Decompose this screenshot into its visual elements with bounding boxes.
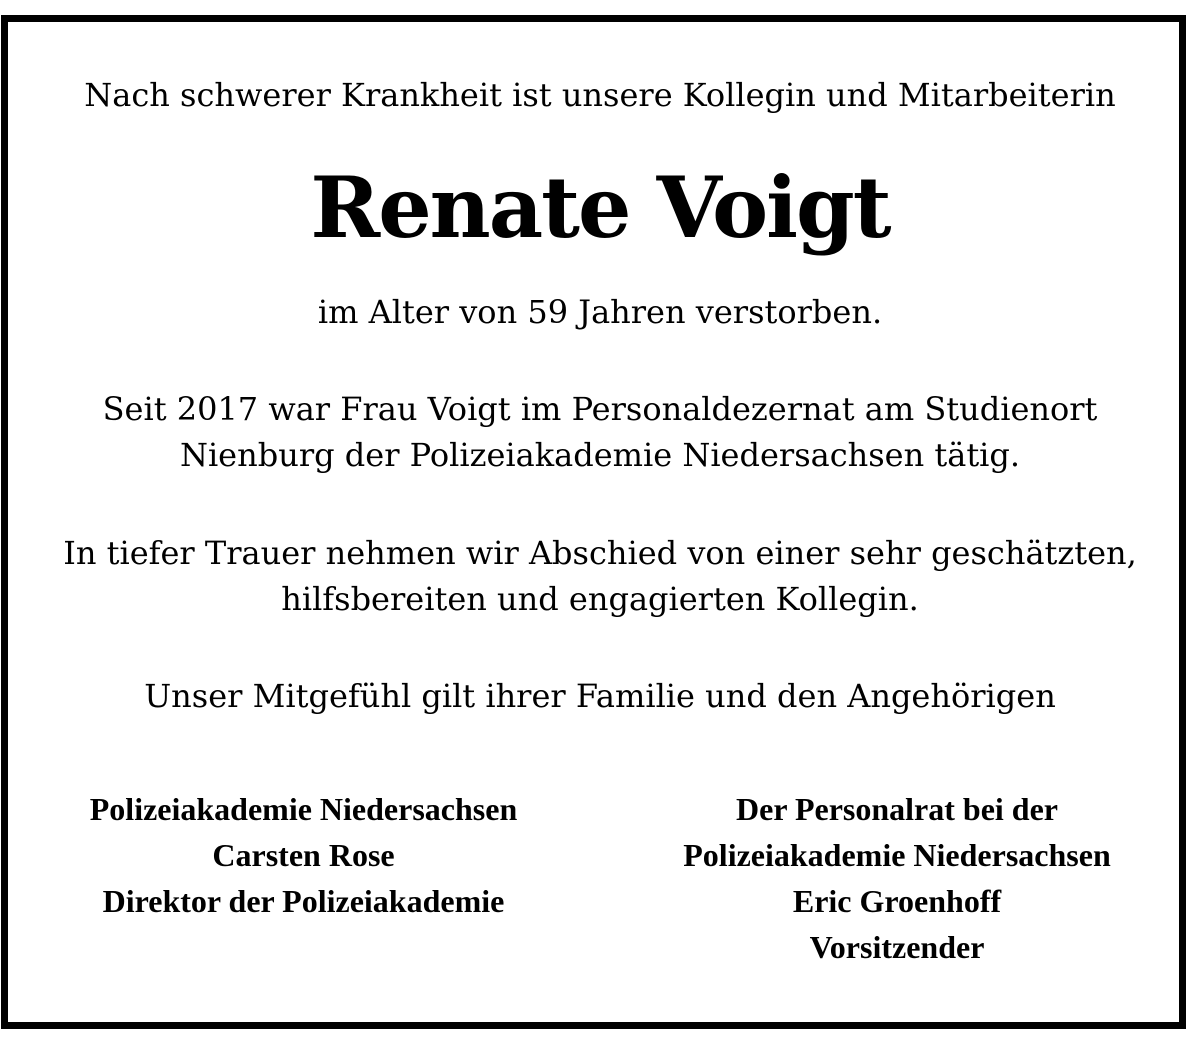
deceased-name: Renate Voigt [310, 158, 890, 257]
signature-person-name: Eric Groenhoff [792, 883, 1002, 919]
paragraph-employment-line-1: Seit 2017 war Frau Voigt im Personaldezernat am Studienort [102, 390, 1098, 428]
paragraph-mourning-line-1: In tiefer Trauer nehmen wir Abschied von einer sehr geschätzten, [63, 534, 1137, 572]
signature-organization-line-2: Polizeiakademie Niedersachsen [683, 837, 1111, 873]
signature-person-title: Direktor der Polizeiakademie [102, 883, 505, 919]
signature-person-title: Vorsitzender [809, 929, 985, 965]
signature-organization-line-1: Der Personalrat bei der [736, 791, 1058, 827]
paragraph-employment-line-2: Nienburg der Polizeiakademie Niedersachsen tätig. [179, 436, 1021, 474]
sympathy-text: Unser Mitgefühl gilt ihrer Familie und den Angehörigen [144, 677, 1056, 715]
intro-text: Nach schwerer Krankheit ist unsere Kollegin und Mitarbeiterin [84, 76, 1116, 114]
age-line: im Alter von 59 Jahren verstorben. [317, 293, 883, 331]
signature-block-staff-council [597, 786, 1197, 970]
signature-organization: Polizeiakademie Niedersachsen [89, 791, 518, 827]
paragraph-mourning-line-2: hilfsbereiten und engagierten Kollegin. [281, 580, 919, 618]
signature-person-name: Carsten Rose [212, 837, 395, 873]
signature-block-academy [0, 786, 607, 924]
